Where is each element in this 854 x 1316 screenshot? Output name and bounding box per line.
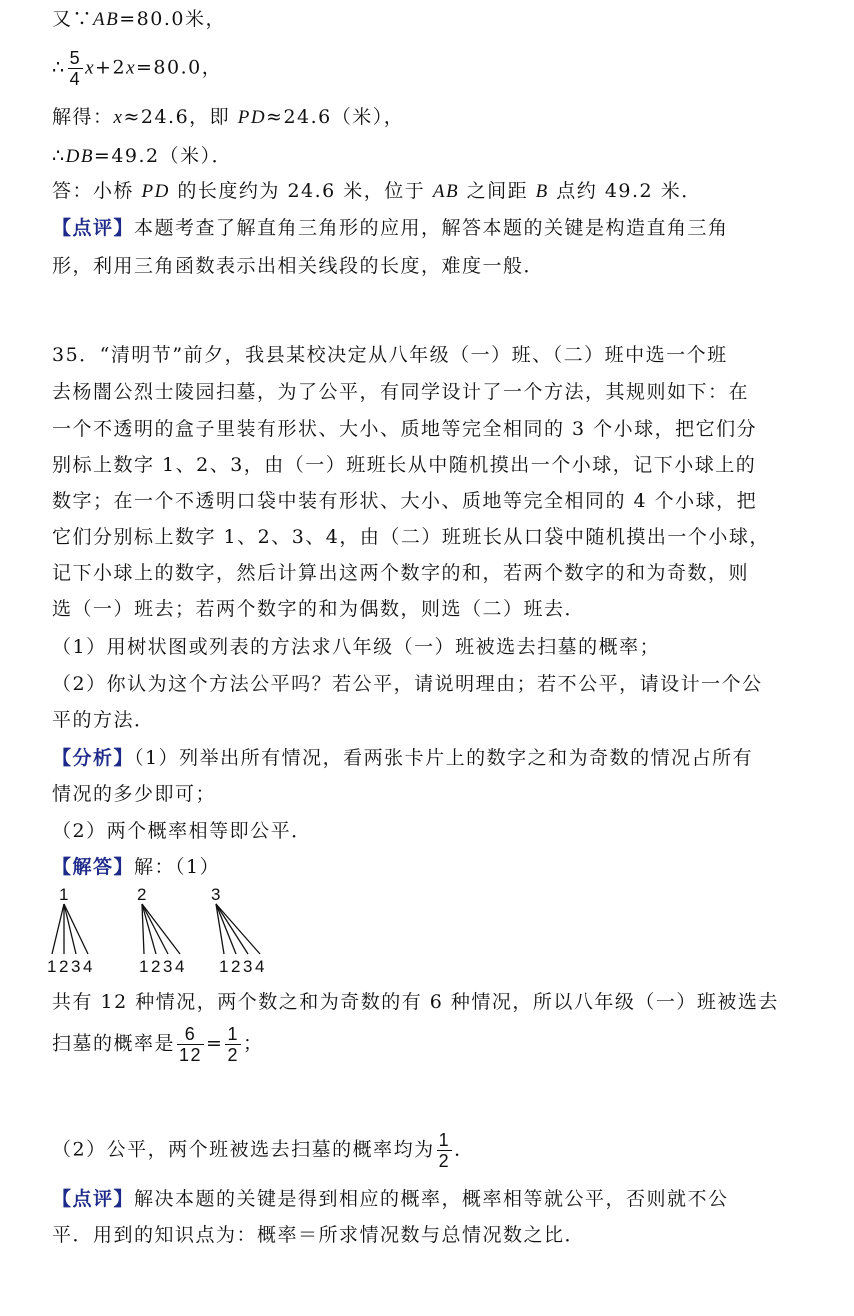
tree-leaf: 2: [231, 957, 241, 974]
q35-sub-question-1: （1）用树状图或列表的方法求八年级（一）班被选去扫墓的概率；: [52, 636, 661, 658]
q35-line-1: 35．“清明节”前夕，我县某校决定从八年级（一）班、（二）班中选一个班: [52, 344, 728, 366]
answer-tag: 【解答】: [52, 856, 135, 878]
branch-line: [64, 904, 76, 954]
prev-line-4: ∴DB=49.2（米）．: [52, 145, 233, 167]
tree-root-2: 2: [137, 885, 147, 904]
tree-leaf: 4: [83, 957, 93, 974]
q35-line-4: 别标上数字 1、2、3，由（一）班班长从中随机摸出一个小球，记下小球上的: [52, 454, 757, 476]
branch-line: [142, 904, 180, 954]
q35-line-6: 它们分别标上数字 1、2、3、4，由（二）班班长从口袋中随机摸出一个小球，: [52, 526, 770, 548]
analysis-line-2: 情况的多少即可；: [52, 783, 217, 805]
review-tag: 【点评】: [52, 1188, 135, 1210]
tree-leaf: 3: [243, 957, 253, 974]
q35-line-8: 选（一）班去；若两个数字的和为偶数，则选（二）班去．: [52, 598, 586, 620]
prev-line-1: 又∵AB=80.0米，: [52, 8, 226, 30]
tree-diagram: [44, 882, 284, 974]
prev-review-line-1: 【点评】本题考查了解直角三角形的应用，解答本题的关键是构造直角三角: [52, 217, 729, 239]
tree-leaf: 1: [47, 957, 57, 974]
q35-line-3: 一个不透明的盒子里装有形状、大小、质地等完全相同的 3 个小球，把它们分: [52, 418, 758, 440]
fraction-5-4: $\frac{5}{4}$: [69, 48, 82, 89]
tree-leaf: 4: [255, 957, 265, 974]
review-line-1: 【点评】解决本题的关键是得到相应的概率，概率相等就公平，否则就不公: [52, 1188, 729, 1210]
tree-leaf: 3: [71, 957, 81, 974]
review-tag: 【点评】: [52, 217, 135, 239]
branch-line: [216, 904, 248, 954]
branch-line: [64, 904, 88, 954]
analysis-line-1: 【分析】（1）列举出所有情况，看两张卡片上的数字之和为奇数的情况占所有: [52, 747, 754, 769]
result-line-2: 扫墓的概率是 $\frac{6}{12}$ = $\frac{1}{2}$ ；: [52, 1024, 264, 1065]
fraction-1-2: $\frac{1}{2}$: [227, 1024, 239, 1065]
answer-line: 【解答】解：（1）: [52, 856, 221, 878]
prev-line-2: ∴ $\frac{5}{4}$ x+2x=80.0，: [52, 48, 223, 89]
q35-sub-question-2a: （2）你认为这个方法公平吗？若公平，请说明理由；若不公平，请设计一个公: [52, 673, 763, 695]
fraction-6-12: $\frac{6}{12}$: [179, 1024, 203, 1065]
q35-line-7: 记下小球上的数字，然后计算出这两个数字的和，若两个数字的和为奇数，则: [52, 562, 750, 584]
tree-leaf: 2: [151, 957, 161, 974]
review-line-2: 平．用到的知识点为：概率＝所求情况数与总情况数之比．: [52, 1224, 586, 1246]
result-line-1: 共有 12 种情况，两个数之和为奇数的有 6 种情况，所以八年级（一）班被选去: [52, 991, 779, 1013]
prev-review-line-2: 形，利用三角函数表示出相关线段的长度，难度一般．: [52, 255, 545, 277]
part2-line: （2）公平，两个班被选去扫墓的概率均为 $\frac{1}{2}$ ．: [52, 1130, 475, 1171]
tree-branches: [52, 904, 260, 954]
tree-root-1: 1: [59, 885, 69, 904]
tree-leaf: 1: [139, 957, 149, 974]
fraction-1-2: $\frac{1}{2}$: [438, 1130, 451, 1171]
branch-line: [142, 904, 168, 954]
q35-line-2: 去杨闇公烈士陵园扫墓，为了公平，有同学设计了一个方法，其规则如下：在: [52, 381, 750, 403]
tree-leaf: 3: [163, 957, 173, 974]
tree-leaf: 1: [219, 957, 229, 974]
prev-answer-line: 答：小桥 PD 的长度约为 24.6 米，位于 AB 之间距 B 点约 49.2 米．: [52, 180, 702, 202]
branch-line: [52, 904, 64, 954]
analysis-line-3: （2）两个概率相等即公平．: [52, 820, 312, 842]
q35-sub-question-2b: 平的方法．: [52, 709, 155, 731]
prev-line-3: 解得：x≈24.6，即 PD≈24.6（米），: [52, 106, 405, 128]
tree-leaf: 4: [175, 957, 185, 974]
tree-leaf: 2: [59, 957, 69, 974]
branch-line: [216, 904, 236, 954]
tree-root-3: 3: [211, 885, 221, 904]
analysis-tag: 【分析】: [52, 747, 135, 769]
q35-line-5: 数字；在一个不透明口袋中装有形状、大小、质地等完全相同的 4 个小球，把: [52, 490, 758, 512]
